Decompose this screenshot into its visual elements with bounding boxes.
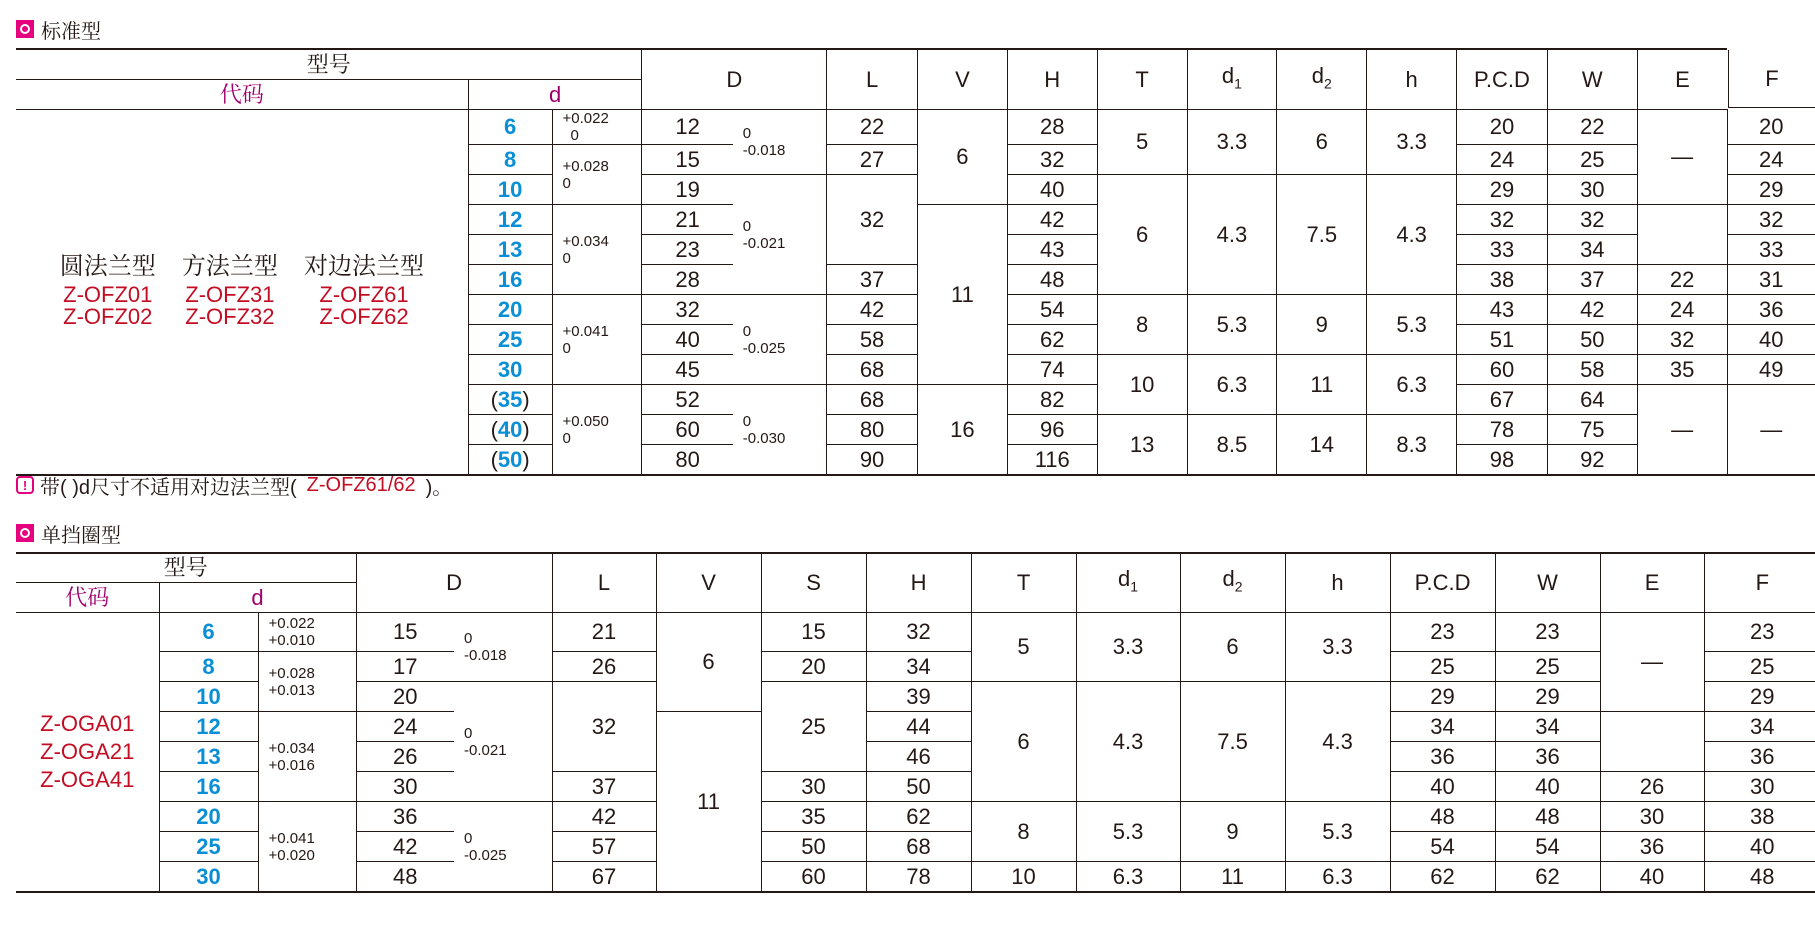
W-value: 30 <box>1547 175 1637 205</box>
D-value: 52 <box>642 385 733 415</box>
d-value: (50) <box>468 445 552 476</box>
F-value: 23 <box>1704 613 1815 652</box>
D-value: 15 <box>356 613 454 652</box>
circle-bullet-icon <box>16 524 34 542</box>
d-tolerance: +0.041 +0.020 <box>258 802 356 893</box>
H-value: 68 <box>866 832 971 862</box>
D-value: 32 <box>642 295 733 325</box>
header-d: d <box>468 80 642 110</box>
H-value: 44 <box>866 712 971 742</box>
d1-value: 6.3 <box>1187 355 1277 415</box>
T-value: 6 <box>1097 175 1187 295</box>
W-value: 36 <box>1495 742 1600 772</box>
D-tolerance: 0 -0.021 <box>733 175 827 295</box>
H-value: 48 <box>1007 265 1097 295</box>
group-name: 圆法兰型 <box>59 253 156 280</box>
F-value: 34 <box>1704 712 1815 742</box>
L-value: 22 <box>827 110 918 145</box>
pcd-value: 29 <box>1457 175 1548 205</box>
S-value: 50 <box>761 832 866 862</box>
S-value: 15 <box>761 613 866 652</box>
V-value: 16 <box>917 385 1007 476</box>
pcd-value: 23 <box>1390 613 1495 652</box>
H-value: 96 <box>1007 415 1097 445</box>
L-value: 68 <box>827 385 918 415</box>
F-value: — <box>1727 385 1815 476</box>
E-value: 32 <box>1637 325 1727 355</box>
F-value: 38 <box>1704 802 1815 832</box>
d-value: 6 <box>159 613 258 652</box>
F-value: 25 <box>1704 652 1815 682</box>
F-value: 48 <box>1704 862 1815 893</box>
header-pcd: P.C.D <box>1390 553 1495 613</box>
D-value: 23 <box>642 235 733 265</box>
W-value: 32 <box>1547 205 1637 235</box>
h-value: 3.3 <box>1367 110 1457 175</box>
pcd-value: 32 <box>1457 205 1548 235</box>
W-value: 50 <box>1547 325 1637 355</box>
W-value: 23 <box>1495 613 1600 652</box>
H-value: 82 <box>1007 385 1097 415</box>
E-value: 40 <box>1600 862 1704 893</box>
F-value: 36 <box>1704 742 1815 772</box>
d-value: 12 <box>468 205 552 235</box>
D-value: 45 <box>642 355 733 385</box>
H-value: 42 <box>1007 205 1097 235</box>
D-tolerance: 0 -0.021 <box>454 682 552 802</box>
header-F: F <box>1704 553 1815 613</box>
model-code: Z-OFZ01 <box>63 282 153 307</box>
header-pcd: P.C.D <box>1457 49 1548 110</box>
header-L: L <box>827 49 918 110</box>
section-title-text: 标准型 <box>41 20 101 43</box>
model-code: Z-OGA01 <box>40 711 135 736</box>
D-value: 42 <box>356 832 454 862</box>
note-model: Z-OFZ61/62 <box>306 473 416 496</box>
H-value: 74 <box>1007 355 1097 385</box>
model-code: Z-OFZ61 <box>319 282 409 307</box>
d-value: 8 <box>159 652 258 682</box>
h-value: 3.3 <box>1285 613 1390 682</box>
D-tolerance: 0 -0.018 <box>733 110 827 175</box>
F-value: 49 <box>1727 355 1815 385</box>
E-value: 30 <box>1600 802 1704 832</box>
d2-value: 11 <box>1277 355 1367 415</box>
header-code: 代码 <box>16 80 468 110</box>
pcd-value: 25 <box>1390 652 1495 682</box>
S-value: 25 <box>761 682 866 772</box>
single-ring-spec-table <box>16 552 1815 893</box>
d-value: 25 <box>159 832 258 862</box>
header-S: S <box>761 553 866 613</box>
pcd-value: 33 <box>1457 235 1548 265</box>
d2-value: 9 <box>1277 295 1367 355</box>
d-value: 8 <box>468 145 552 175</box>
W-value: 40 <box>1495 772 1600 802</box>
D-value: 15 <box>642 145 733 175</box>
V-value: 11 <box>917 205 1007 385</box>
header-L: L <box>552 553 656 613</box>
F-value: 29 <box>1727 175 1815 205</box>
d-tolerance: +0.041 0 <box>552 295 642 385</box>
S-value: 30 <box>761 772 866 802</box>
d1-value: 4.3 <box>1076 682 1180 802</box>
H-value: 39 <box>866 682 971 712</box>
W-value: 62 <box>1495 862 1600 893</box>
D-value: 21 <box>642 205 733 235</box>
F-value: 36 <box>1727 295 1815 325</box>
F-value: 40 <box>1727 325 1815 355</box>
d1-value: 6.3 <box>1076 862 1180 893</box>
pcd-value: 48 <box>1390 802 1495 832</box>
h-value: 5.3 <box>1367 295 1457 355</box>
H-value: 50 <box>866 772 971 802</box>
W-value: 92 <box>1547 445 1637 476</box>
d-tolerance: +0.034 +0.016 <box>258 712 356 802</box>
T-value: 13 <box>1097 415 1187 476</box>
E-value: 22 <box>1637 265 1727 295</box>
W-value: 25 <box>1495 652 1600 682</box>
model-code: Z-OFZ02 <box>63 304 153 329</box>
square-flange-group <box>181 253 278 329</box>
header-W: W <box>1495 553 1600 613</box>
d1-value: 5.3 <box>1187 295 1277 355</box>
d-value: 6 <box>468 110 552 145</box>
note-text-end: )。 <box>425 476 453 499</box>
model-codes-cell <box>16 613 159 893</box>
W-value: 42 <box>1547 295 1637 325</box>
L-value: 21 <box>552 613 656 652</box>
D-value: 17 <box>356 652 454 682</box>
D-value: 20 <box>356 682 454 712</box>
W-value: 22 <box>1547 110 1637 145</box>
D-tolerance: 0 -0.025 <box>733 295 827 385</box>
d2-value: 7.5 <box>1180 682 1285 802</box>
d-value: 20 <box>159 802 258 832</box>
L-value: 32 <box>552 682 656 772</box>
H-value: 62 <box>866 802 971 832</box>
T-value: 8 <box>1097 295 1187 355</box>
d2-value: 6 <box>1180 613 1285 682</box>
H-value: 28 <box>1007 110 1097 145</box>
H-value: 32 <box>1007 145 1097 175</box>
E-value: 35 <box>1637 355 1727 385</box>
d-value: 30 <box>468 355 552 385</box>
header-d1: $d_1$ <box>1187 49 1277 110</box>
d2-value: 11 <box>1180 862 1285 893</box>
pcd-value: 38 <box>1457 265 1548 295</box>
T-value: 8 <box>971 802 1076 862</box>
h-value: 8.3 <box>1367 415 1457 476</box>
pcd-value: 98 <box>1457 445 1548 476</box>
W-value: 58 <box>1547 355 1637 385</box>
header-model: 型号 <box>16 553 356 583</box>
d-value: (35) <box>468 385 552 415</box>
d2-value: 7.5 <box>1277 175 1367 295</box>
D-value: 30 <box>356 772 454 802</box>
header-E: E <box>1600 553 1704 613</box>
H-value: 46 <box>866 742 971 772</box>
header-code: 代码 <box>16 583 159 613</box>
L-value: 80 <box>827 415 918 445</box>
D-value: 24 <box>356 712 454 742</box>
h-value: 5.3 <box>1285 802 1390 862</box>
d2-value: 14 <box>1277 415 1367 476</box>
L-value: 67 <box>552 862 656 893</box>
section-title-single-ring <box>16 520 121 546</box>
pcd-value: 62 <box>1390 862 1495 893</box>
d-tolerance: +0.034 0 <box>552 205 642 295</box>
h-value: 6.3 <box>1285 862 1390 893</box>
pcd-value: 20 <box>1457 110 1548 145</box>
d-tolerance: +0.028 +0.013 <box>258 652 356 712</box>
circle-bullet-icon <box>16 20 34 38</box>
H-value: 34 <box>866 652 971 682</box>
d1-value: 3.3 <box>1187 110 1277 175</box>
header-T: T <box>971 553 1076 613</box>
D-value: 48 <box>356 862 454 893</box>
F-value: 20 <box>1727 110 1815 145</box>
d1-value: 3.3 <box>1076 613 1180 682</box>
T-value: 10 <box>971 862 1076 893</box>
E-value: — <box>1600 613 1704 712</box>
group-name: 方法兰型 <box>181 253 278 280</box>
E-value <box>1637 205 1727 265</box>
d2-value: 6 <box>1277 110 1367 175</box>
header-D: D <box>356 553 552 613</box>
H-value: 78 <box>866 862 971 893</box>
T-value: 6 <box>971 682 1076 802</box>
D-value: 36 <box>356 802 454 832</box>
section-title-text: 单挡圈型 <box>41 524 121 547</box>
W-value: 29 <box>1495 682 1600 712</box>
d2-value: 9 <box>1180 802 1285 862</box>
L-value: 32 <box>827 175 918 265</box>
E-value: 26 <box>1600 772 1704 802</box>
model-code: Z-OFZ32 <box>185 304 275 329</box>
E-value <box>1600 712 1704 772</box>
model-code: Z-OFZ31 <box>185 282 275 307</box>
F-value: 24 <box>1727 145 1815 175</box>
pcd-value: 78 <box>1457 415 1548 445</box>
header-F: F <box>1728 50 1815 108</box>
E-value: — <box>1637 385 1727 476</box>
E-value: — <box>1637 110 1727 205</box>
S-value: 20 <box>761 652 866 682</box>
d-value: 12 <box>159 712 258 742</box>
W-value: 75 <box>1547 415 1637 445</box>
D-tolerance: 0 -0.030 <box>733 385 827 476</box>
L-value: 42 <box>827 295 918 325</box>
header-d: d <box>159 583 356 613</box>
warning-icon: ! <box>16 476 34 494</box>
D-value: 26 <box>356 742 454 772</box>
F-value: 31 <box>1727 265 1815 295</box>
d-value: 13 <box>468 235 552 265</box>
note-line <box>16 472 452 498</box>
header-d2: $d_2$ <box>1180 553 1285 613</box>
F-value: 30 <box>1704 772 1815 802</box>
L-value: 58 <box>827 325 918 355</box>
F-value: 33 <box>1727 235 1815 265</box>
d-value: 25 <box>468 325 552 355</box>
W-value: 37 <box>1547 265 1637 295</box>
W-value: 64 <box>1547 385 1637 415</box>
model-code: Z-OGA41 <box>40 767 135 792</box>
E-value: 24 <box>1637 295 1727 325</box>
d-value: (40) <box>468 415 552 445</box>
pcd-value: 54 <box>1390 832 1495 862</box>
d-value: 20 <box>468 295 552 325</box>
H-value: 32 <box>866 613 971 652</box>
d1-value: 5.3 <box>1076 802 1180 862</box>
header-d2: $d_2$ <box>1277 49 1367 110</box>
group-name: 对边法兰型 <box>304 253 424 280</box>
D-value: 40 <box>642 325 733 355</box>
D-value: 12 <box>642 110 733 145</box>
L-value: 90 <box>827 445 918 476</box>
D-value: 19 <box>642 175 733 205</box>
pcd-value: 60 <box>1457 355 1548 385</box>
D-tolerance: 0 -0.018 <box>454 613 552 682</box>
S-value: 60 <box>761 862 866 893</box>
H-value: 62 <box>1007 325 1097 355</box>
header-D: D <box>642 49 827 110</box>
header-h: h <box>1367 49 1457 110</box>
pcd-value: 36 <box>1390 742 1495 772</box>
header-H: H <box>1007 49 1097 110</box>
V-value: 11 <box>656 712 761 893</box>
h-value: 4.3 <box>1285 682 1390 802</box>
W-value: 48 <box>1495 802 1600 832</box>
L-value: 27 <box>827 145 918 175</box>
h-value: 4.3 <box>1367 175 1457 295</box>
H-value: 116 <box>1007 445 1097 476</box>
standard-spec-table <box>16 48 1815 476</box>
model-codes-cell <box>16 110 468 476</box>
D-value: 80 <box>642 445 733 476</box>
L-value: 42 <box>552 802 656 832</box>
d-tolerance: +0.022 +0.010 <box>258 613 356 652</box>
model-code: Z-OFZ62 <box>319 304 409 329</box>
pcd-value: 43 <box>1457 295 1548 325</box>
header-H: H <box>866 553 971 613</box>
d-value: 13 <box>159 742 258 772</box>
two-side-flange-group <box>304 253 424 329</box>
W-value: 34 <box>1547 235 1637 265</box>
T-value: 5 <box>971 613 1076 682</box>
note-text: 带( )d尺寸不适用对边法兰型( <box>40 476 297 499</box>
header-T: T <box>1097 49 1187 110</box>
d-tolerance: +0.028 0 <box>552 145 642 205</box>
S-value: 35 <box>761 802 866 832</box>
header-V: V <box>917 49 1007 110</box>
D-value: 28 <box>642 265 733 295</box>
header-E: E <box>1637 49 1727 110</box>
d-value: 30 <box>159 862 258 893</box>
H-value: 54 <box>1007 295 1097 325</box>
pcd-value: 40 <box>1390 772 1495 802</box>
D-value: 60 <box>642 415 733 445</box>
round-flange-group <box>59 253 156 329</box>
header-d1: $d_1$ <box>1076 553 1180 613</box>
model-code: Z-OGA21 <box>40 739 135 764</box>
pcd-value: 67 <box>1457 385 1548 415</box>
T-value: 10 <box>1097 355 1187 415</box>
D-tolerance: 0 -0.025 <box>454 802 552 893</box>
F-value: 32 <box>1727 205 1815 235</box>
section-title-standard <box>16 16 101 42</box>
d-value: 16 <box>468 265 552 295</box>
header-V: V <box>656 553 761 613</box>
V-value: 6 <box>656 613 761 712</box>
header-W: W <box>1547 49 1637 110</box>
F-value: 40 <box>1704 832 1815 862</box>
header-h: h <box>1285 553 1390 613</box>
H-value: 40 <box>1007 175 1097 205</box>
pcd-value: 51 <box>1457 325 1548 355</box>
pcd-value: 24 <box>1457 145 1548 175</box>
d1-value: 4.3 <box>1187 175 1277 295</box>
W-value: 34 <box>1495 712 1600 742</box>
header-model: 型号 <box>16 49 642 80</box>
L-value: 26 <box>552 652 656 682</box>
d1-value: 8.5 <box>1187 415 1277 476</box>
d-tolerance: +0.022 0 <box>552 110 642 145</box>
d-value: 10 <box>468 175 552 205</box>
T-value: 5 <box>1097 110 1187 175</box>
F-value: 29 <box>1704 682 1815 712</box>
L-value: 68 <box>827 355 918 385</box>
d-value: 16 <box>159 772 258 802</box>
h-value: 6.3 <box>1367 355 1457 415</box>
E-value: 36 <box>1600 832 1704 862</box>
pcd-value: 29 <box>1390 682 1495 712</box>
L-value: 57 <box>552 832 656 862</box>
V-value: 6 <box>917 110 1007 205</box>
L-value: 37 <box>827 265 918 295</box>
L-value: 37 <box>552 772 656 802</box>
H-value: 43 <box>1007 235 1097 265</box>
d-value: 10 <box>159 682 258 712</box>
W-value: 25 <box>1547 145 1637 175</box>
W-value: 54 <box>1495 832 1600 862</box>
d-tolerance: +0.050 0 <box>552 385 642 476</box>
pcd-value: 34 <box>1390 712 1495 742</box>
